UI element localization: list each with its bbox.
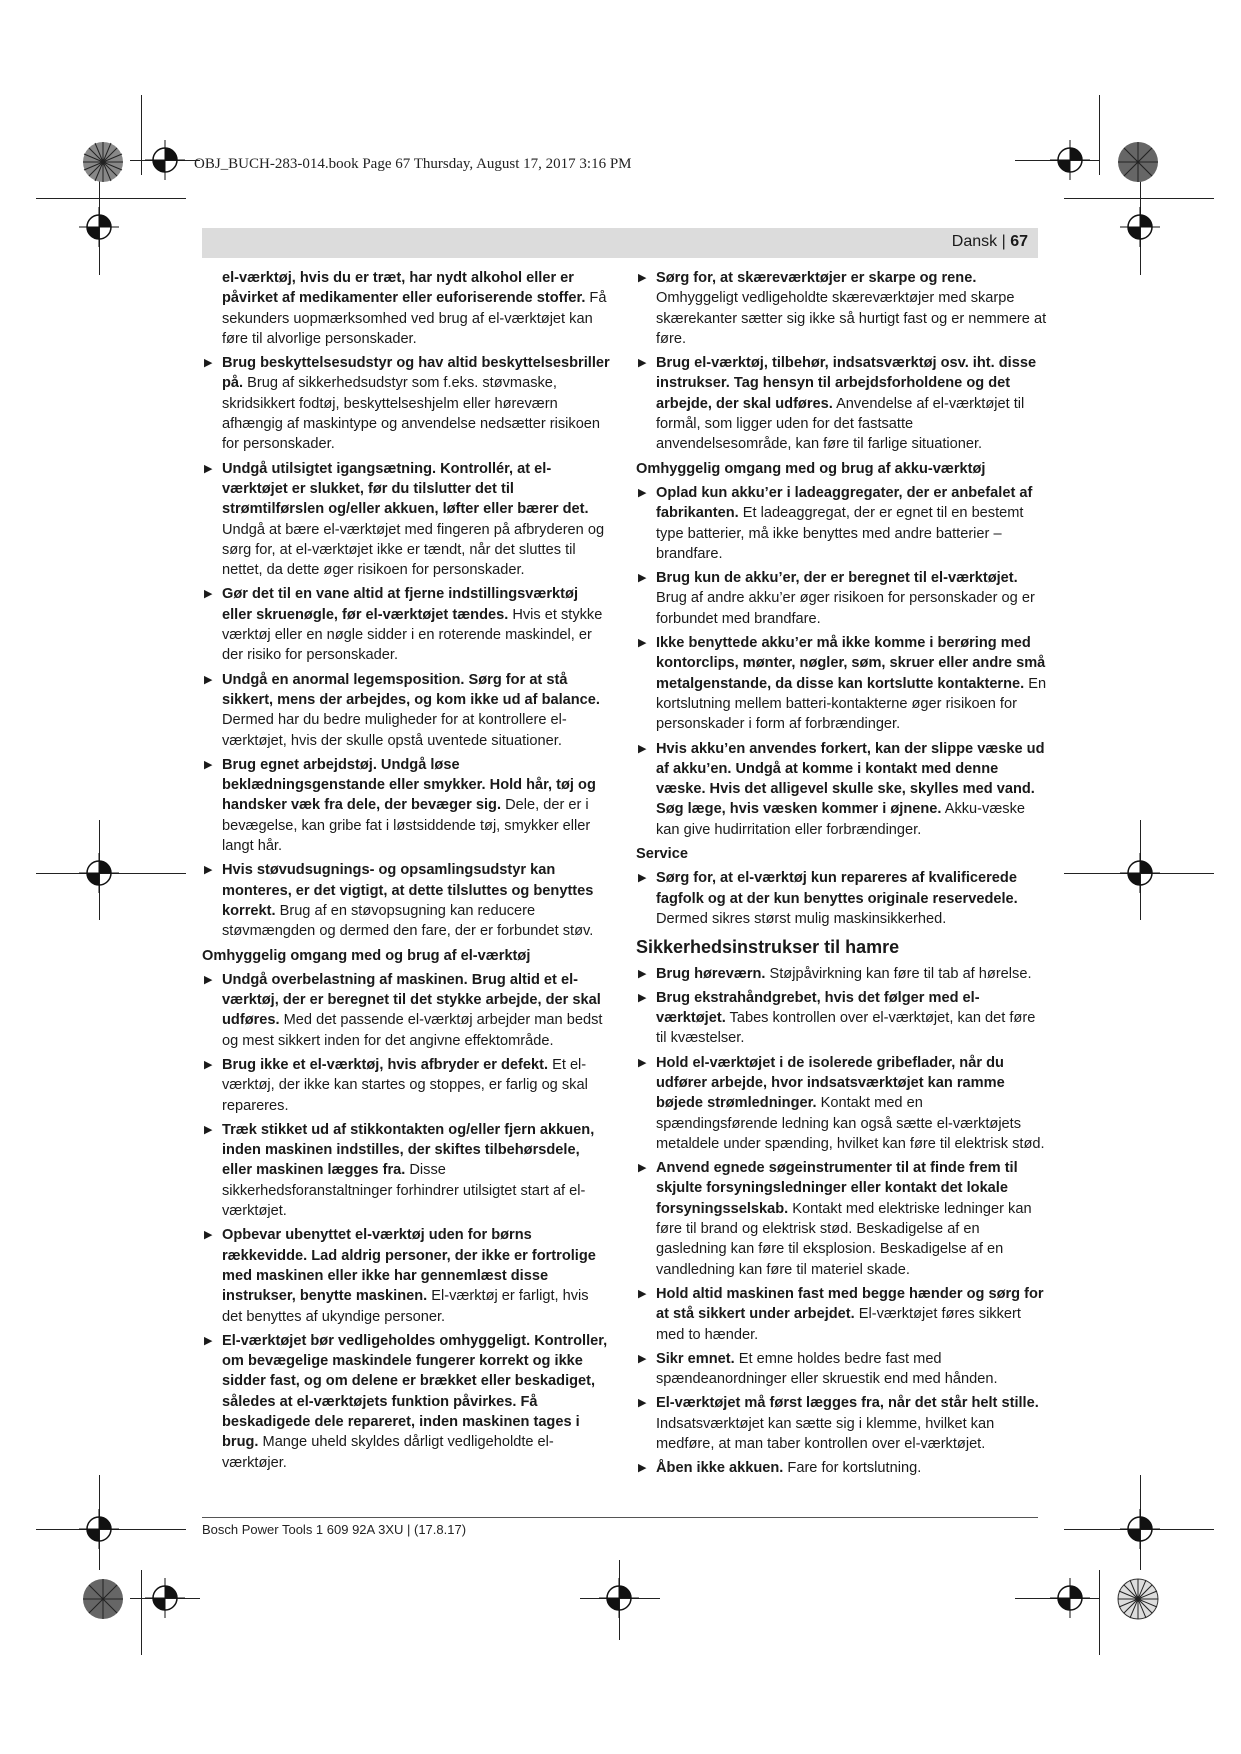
item-text: Kontakt med en spændingsførende ledning kan også sætte el-værktøjets metaldele under spænding, hvilket kan føre til elektrisk stød.: [656, 1095, 1045, 1152]
item-text: Kontakt med elektriske ledninger kan føre til brand og elektrisk stød. Beskadigelse af en gasledning kan føre til eksplosion. Beskadigelse af en vandledning kan føre til materiel skade.: [656, 1200, 1032, 1278]
item-text: Indsatsværktøjet kan sætte sig i klemme, hvilket kan medføre, at man taber kontrollen over el-værktøjet.: [656, 1415, 995, 1453]
bullet-icon: ▶: [638, 742, 647, 755]
bullet-icon: ▶: [204, 673, 213, 686]
item-bold: Sørg for, at skæreværktøjer er skarpe og rene.: [656, 270, 977, 286]
item-text: Få sekunders uopmærksomhed ved brug af el-værktøjet kan føre til alvorlige personskader.: [222, 290, 607, 347]
page-number: 67: [1010, 233, 1028, 250]
bullet-icon: ▶: [638, 572, 647, 585]
list-item: [636, 568, 1048, 629]
list-item: [202, 670, 612, 751]
item-text: En kortslutning mellem batteri-kontakterne øger risikoen for personskader i form af forbrændinger.: [656, 675, 1047, 733]
item-text: Dermed sikres størst mulig maskinsikkerhed.: [656, 910, 947, 927]
list-item: [202, 970, 612, 1051]
bullet-icon: ▶: [638, 872, 647, 885]
list-item: [636, 868, 1048, 929]
bullet-icon: ▶: [638, 1397, 647, 1410]
bullet-icon: ▶: [638, 991, 647, 1004]
list-item: [636, 988, 1048, 1049]
item-text: Med det passende el-værktøj arbejder man bedst og mest sikkert inden for det angivne effektområde.: [222, 1012, 603, 1049]
item-bold: el-værktøj, hvis du er træt, har nydt alkohol eller er påvirket af medikamenter eller euforiserende stoffer.: [222, 270, 586, 307]
list-item: [202, 584, 612, 665]
item-bold: Brug egnet arbejdstøj. Undgå løse beklædningsgenstande eller smykker. Hold hår, tøj og handsker væk fra dele, der bevæger sig.: [222, 756, 596, 814]
bullet-icon: ▶: [638, 1352, 647, 1365]
item-bold: Hvis akku’en anvendes forkert, kan der slippe væske ud af akku’en. Undgå at komme i kontakt med denne væske. Hvis det alligevel skulle ske, skylles med vand. Søg læge, hvis væsken kommer i øjnene.: [656, 740, 1045, 818]
bullet-icon: ▶: [638, 1462, 647, 1475]
bullet-icon: ▶: [638, 967, 647, 980]
item-bold: Sørg for, at el-værktøj kun repareres af kvalificerede fagfolk og at der kun benyttes originale reservedele.: [656, 870, 1018, 907]
bullet-icon: ▶: [204, 1229, 213, 1242]
item-text: Mange uheld skyldes dårligt vedligeholdte el-værktøjer.: [222, 1434, 554, 1471]
item-bold: Hold altid maskinen fast med begge hænder og sørg for at stå sikkert under arbejdet.: [656, 1285, 1044, 1323]
item-text: Tabes kontrollen over el-værktøjet, kan det føre til kvæstelser.: [656, 1010, 1036, 1047]
item-bold: Hvis støvudsugnings- og opsamlingsudstyr kan monteres, er det vigtigt, at dette tilsluttes og benyttes korrekt.: [222, 862, 594, 919]
item-bold: Brug ikke et el-værktøj, hvis afbryder er defekt.: [222, 1056, 549, 1073]
list-item: [636, 964, 1048, 984]
list-item: [202, 1055, 612, 1116]
item-text: El-værktøj er farligt, hvis det benyttes af ukyndige personer.: [222, 1288, 589, 1325]
item-text: Et el-værktøj, der ikke kan startes og stoppes, er farlig og skal repareres.: [222, 1056, 588, 1114]
bullet-icon: ▶: [204, 973, 213, 986]
bullet-icon: ▶: [204, 357, 213, 370]
list-item: [202, 755, 612, 856]
item-bold: Brug el-værktøj, tilbehør, indsatsværktøj osv. iht. disse instrukser. Tag hensyn til arbejdsforholdene og det arbejde, der skal udføres.: [656, 355, 1037, 412]
item-bold: Gør det til en vane altid at fjerne indstillingsværktøj eller skruenøgle, før el-værktøjet tændes.: [222, 586, 578, 623]
list-item: [636, 1158, 1048, 1280]
registration-target-icon: [1050, 1578, 1090, 1618]
item-text: Et ladeaggregat, der er egnet til en bestemt type batterier, må ikke benyttes med andre batterier – brandfare.: [656, 505, 1024, 562]
item-bold: Anvend egnede søgeinstrumenter til at finde frem til skjulte forsyningsledninger eller kontakt det lokale forsyningsselskab.: [656, 1160, 1018, 1217]
item-text: Omhyggeligt vedligeholdte skæreværktøjer med skarpe skærekanter sætter sig ikke så hurtigt fast og er nemmere at føre.: [656, 290, 1047, 347]
item-bold: El-værktøjet bør vedligeholdes omhyggeligt. Kontroller, om bevægelige maskindele fungerer korrekt og ikke sidder fast, og om delene er brækket eller beskadiget, således at el-værktøjets funktion påvirkes. Få beskadigede dele repareret, inden maskinen tages i brug.: [222, 1332, 608, 1451]
item-bold: Undgå en anormal legemsposition. Sørg for at stå sikkert, mens der arbejdes, og kom ikke ud af balance.: [222, 671, 600, 708]
star-target-icon: [82, 141, 124, 183]
crop-mark: [1099, 95, 1100, 175]
crop-mark: [1099, 1570, 1100, 1655]
header-separator: |: [997, 233, 1011, 250]
subheading: Omhyggelig omgang med og brug af el-værktøj: [202, 947, 531, 964]
item-text: El-værktøjet føres sikkert med to hænder.: [656, 1306, 1021, 1343]
registration-target-icon: [79, 853, 119, 893]
item-bold: Undgå overbelastning af maskinen. Brug altid et el-værktøj, der er beregnet til det stykke arbejde, der skal udføres.: [222, 971, 601, 1029]
bullet-icon: ▶: [638, 637, 647, 650]
list-item: [202, 459, 612, 581]
bullet-icon: ▶: [204, 758, 213, 771]
list-item: [636, 1349, 1048, 1390]
crop-mark: [141, 1570, 142, 1655]
subheading: Omhyggelig omgang med og brug af akku-værktøj: [636, 460, 986, 477]
item-bold: Ikke benyttede akku’er må ikke komme i berøring med kontorclips, mønter, nøgler, søm, skruer eller andre små metalgenstande, da disse kan kortslutte kontakterne.: [656, 635, 1046, 692]
bullet-icon: ▶: [638, 1162, 647, 1175]
footer-rule: [202, 1517, 1038, 1518]
star-target-icon: [1117, 1578, 1159, 1620]
item-bold: Åben ikke akkuen.: [656, 1460, 784, 1477]
section-title: Sikkerhedsinstrukser til hamre: [636, 937, 900, 958]
bullet-icon: ▶: [204, 1334, 213, 1347]
item-text: Et emne holdes bedre fast med spændeanordninger eller skruestik end med hånden.: [656, 1350, 998, 1388]
list-item: [636, 739, 1048, 840]
item-text: Brug af sikkerhedsudstyr som f.eks. støvmaske, skridsikkert fodtøj, beskyttelseshjelm eller høreværn afhængig af maskintype og anvendelse nedsætter risikoen for personskader.: [222, 375, 601, 453]
subheading: Service: [636, 846, 688, 863]
item-bold: Brug kun de akku’er, der er beregnet til el-værktøjet.: [656, 570, 1018, 587]
footer-text: Bosch Power Tools 1 609 92A 3XU | (17.8.17): [202, 1522, 467, 1537]
item-text: Dermed har du bedre muligheder for at kontrollere el-værktøjet, hvis der skulle opstå uventede situationer.: [222, 712, 567, 749]
registration-target-icon: [1120, 207, 1160, 247]
item-text: Dele, der er i bevægelse, kan gribe fat i løstsiddende tøj, smykker eller langt hår.: [222, 797, 591, 855]
list-item: [202, 860, 612, 941]
item-text: Disse sikkerhedsforanstaltninger forhindrer utilsigtet start af el-værktøjet.: [222, 1162, 586, 1220]
bullet-icon: ▶: [204, 864, 213, 877]
list-item: [202, 1331, 612, 1473]
list-item: [202, 1225, 612, 1326]
registration-target-icon: [145, 140, 185, 180]
item-text: Brug af andre akku’er øger risikoen for personskader og er forbundet med brandfare.: [656, 590, 1035, 627]
list-item: [636, 1053, 1048, 1154]
registration-target-icon: [599, 1578, 639, 1618]
crop-mark: [1064, 198, 1214, 199]
right-column: [636, 268, 1048, 1483]
bullet-icon: ▶: [204, 1058, 213, 1071]
item-bold: Hold el-værktøjet i de isolerede gribeflader, når du udfører arbejde, hvor indsatsværktøjet kan ramme bøjede strømledninger.: [656, 1054, 1005, 1112]
item-bold: Brug høreværn.: [656, 965, 766, 982]
item-bold: Opbevar ubenyttet el-værktøj uden for børns rækkevidde. Lad aldrig personer, der ikke er fortrolige med maskinen eller ikke har gennemlæst disse instrukser, benytte maskinen.: [222, 1227, 596, 1305]
bullet-icon: ▶: [204, 462, 213, 475]
item-text: Hvis et stykke værktøj eller en nøgle sidder i en roterende maskindel, er der risiko for personskader.: [222, 606, 603, 664]
item-bold: Brug ekstrahåndgrebet, hvis det følger med el-værktøjet.: [656, 989, 980, 1027]
item-bold: Oplad kun akku’er i ladeaggregater, der er anbefalet af fabrikanten.: [656, 484, 1033, 522]
bullet-icon: ▶: [204, 1123, 213, 1136]
item-bold: Undgå utilsigtet igangsætning. Kontrollér, at el-værktøjet er slukket, før du tilslutter det til strømtilførslen og/eller akkuen, løfter eller bærer det.: [222, 460, 589, 518]
item-bold: Træk stikket ud af stikkontakten og/eller fjern akkuen, inden maskinen indstilles, der skiftes tilbehørsdele, eller maskinen lægges fra.: [222, 1121, 595, 1179]
item-text: Akku-væske kan give hudirritation eller forbrændinger.: [656, 801, 1026, 838]
item-text: Undgå at bære el-værktøjet med fingeren på afbryderen og sørg for, at el-værktøjet ikke er tændt, når det sluttes til nettet, da dette øger risikoen for personskader.: [222, 521, 605, 579]
item-text: Fare for kortslutning.: [783, 1460, 922, 1477]
item-bold: El-værktøjet må først lægges fra, når det står helt stille.: [656, 1395, 1039, 1412]
star-target-icon: [1117, 141, 1159, 183]
crop-mark: [36, 198, 186, 199]
bullet-icon: ▶: [638, 1287, 647, 1300]
registration-target-icon: [1120, 853, 1160, 893]
item-text: Støjpåvirkning kan føre til tab af hørelse.: [765, 965, 1032, 982]
list-item: [202, 268, 612, 349]
header-label: [952, 233, 1028, 251]
bullet-icon: ▶: [638, 486, 647, 499]
list-item: [202, 353, 612, 454]
bullet-icon: ▶: [638, 357, 647, 370]
list-item: [636, 1284, 1048, 1345]
list-item: [636, 633, 1048, 734]
registration-target-icon: [145, 1578, 185, 1618]
item-text: Anvendelse af el-værktøjet til formål, som ligger uden for det fastsatte anvendelsesområde, kan føre til farlige situationer.: [656, 395, 1025, 453]
list-item: [636, 483, 1048, 564]
list-item: [636, 268, 1048, 349]
list-item: [636, 353, 1048, 454]
list-item: [636, 1458, 1048, 1478]
bullet-icon: ▶: [638, 272, 647, 284]
registration-target-icon: [1050, 140, 1090, 180]
registration-target-icon: [79, 1509, 119, 1549]
bullet-icon: ▶: [638, 1056, 647, 1069]
item-bold: Sikr emnet.: [656, 1350, 735, 1367]
list-item: [636, 1393, 1048, 1454]
header-language: Dansk: [951, 233, 998, 250]
registration-target-icon: [79, 207, 119, 247]
registration-target-icon: [1120, 1509, 1160, 1549]
book-info-slug: OBJ_BUCH-283-014.book Page 67 Thursday, August 17, 2017 3:16 PM: [194, 156, 632, 172]
running-header: [202, 228, 1038, 258]
star-target-icon: [82, 1578, 124, 1620]
bullet-icon: ▶: [204, 588, 213, 601]
item-text: Brug af en støvopsugning kan reducere støvmængden og dermed den fare, der er forbundet støv.: [222, 902, 594, 940]
item-bold: Brug beskyttelsesudstyr og hav altid beskyttelsesbriller på.: [222, 355, 610, 392]
left-column: [202, 268, 612, 1477]
list-item: [202, 1120, 612, 1221]
crop-mark: [141, 95, 142, 175]
